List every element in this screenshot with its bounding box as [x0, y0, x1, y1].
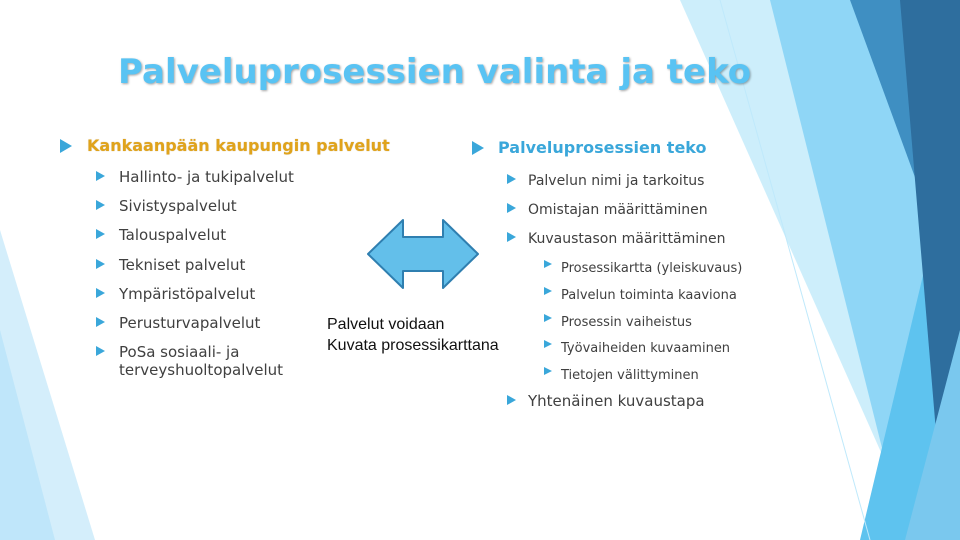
- list-item: [507, 228, 726, 247]
- center-caption-line-2: Kuvata prosessikarttana: [327, 337, 499, 354]
- list-item-label: Palvelun nimi ja tarkoitus: [528, 173, 705, 189]
- bullet-icon: [96, 346, 105, 356]
- sub-list-item-label: Prosessin vaiheistus: [561, 315, 692, 330]
- list-item: [96, 167, 294, 186]
- list-item-label: PoSa sosiaali- ja: [119, 343, 240, 361]
- right-heading-item: [472, 138, 707, 157]
- bullet-icon: [96, 171, 105, 181]
- bullet-icon: [60, 139, 72, 153]
- list-item-continuation: [119, 360, 283, 379]
- bullet-icon: [507, 232, 516, 242]
- bullet-icon: [96, 259, 105, 269]
- bullet-icon: [507, 174, 516, 184]
- bullet-icon: [507, 395, 516, 405]
- list-item-label: terveyshuoltopalvelut: [119, 361, 284, 379]
- sub-list-item: [544, 257, 743, 276]
- bullet-icon: [544, 287, 552, 295]
- slide-title: Palveluprosessien valinta ja teko: [118, 52, 752, 92]
- list-item: [96, 284, 256, 303]
- bullet-icon: [96, 317, 105, 327]
- bullet-icon: [472, 141, 484, 155]
- sub-list-item-label: Prosessikartta (yleiskuvaus): [561, 261, 743, 276]
- list-item: [96, 342, 240, 361]
- bullet-icon: [96, 229, 105, 239]
- bullet-icon: [544, 260, 552, 268]
- bullet-icon: [96, 288, 105, 298]
- list-item-label: Hallinto- ja tukipalvelut: [119, 168, 294, 186]
- bullet-icon: [507, 203, 516, 213]
- list-item: [96, 225, 227, 244]
- sub-list-item: [544, 311, 692, 330]
- list-item-label: Sivistyspalvelut: [119, 197, 237, 215]
- sub-list-item-label: Palvelun toiminta kaaviona: [561, 288, 737, 303]
- list-item-label: Talouspalvelut: [119, 226, 227, 244]
- sub-list-item: [544, 337, 731, 356]
- bullet-icon: [544, 314, 552, 322]
- center-caption-line-1: Palvelut voidaan: [327, 316, 445, 333]
- left-heading-item: [60, 136, 390, 155]
- list-item-label: Omistajan määrittäminen: [528, 202, 708, 218]
- list-item: [96, 313, 261, 332]
- list-item-label: Kuvaustason määrittäminen: [528, 231, 726, 247]
- list-item: [96, 255, 246, 274]
- sub-list-item-label: Työvaiheiden kuvaaminen: [561, 341, 731, 356]
- sub-list-item-label: Tietojen välittyminen: [561, 368, 699, 383]
- list-item-label: Yhtenäinen kuvaustapa: [528, 392, 705, 410]
- right-column: [472, 138, 802, 413]
- list-item: [507, 170, 705, 189]
- double-arrow-icon: [367, 218, 479, 290]
- sub-list-item: [544, 284, 737, 303]
- bullet-icon: [544, 367, 552, 375]
- sub-list-item: [544, 364, 699, 383]
- right-heading: Palveluprosessien teko: [498, 138, 707, 157]
- list-item-label: Tekniset palvelut: [119, 256, 246, 274]
- left-heading: Kankaanpään kaupungin palvelut: [87, 136, 390, 155]
- bullet-icon: [544, 340, 552, 348]
- list-item: [507, 391, 705, 410]
- list-item-label: Ympäristöpalvelut: [119, 285, 256, 303]
- list-item: [507, 199, 708, 218]
- list-item-label: Perusturvapalvelut: [119, 314, 261, 332]
- list-item: [96, 196, 237, 215]
- bullet-icon: [96, 200, 105, 210]
